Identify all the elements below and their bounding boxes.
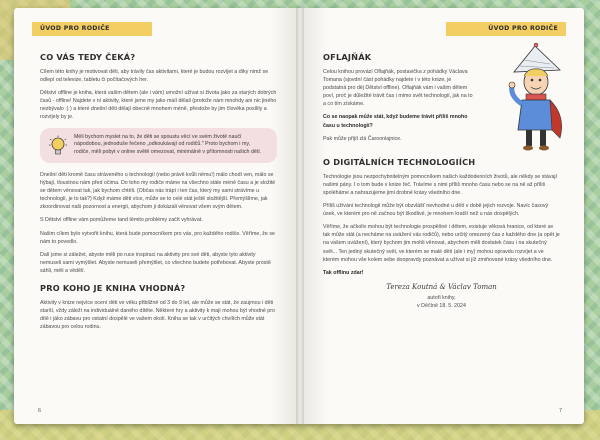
paragraph-closing: Tak offlinu zdar!: [323, 269, 364, 276]
right-page-content: [323, 52, 560, 310]
paragraph: Cílem této knihy je motivovat děti, aby trávily čas aktivitami, které je budou rozvíjet a díky nimž se odlepí od televize, tabletu či počítačových her.: [40, 69, 269, 84]
paragraph: S Dětství offline vám pomůžeme tand těmito problémy začít vyhrávat.: [40, 217, 203, 224]
signature-line-1: autoři knihy,: [427, 294, 456, 301]
paragraph: Pak může přijít zlá Čaroonlajnice.: [323, 135, 402, 142]
section-title-co-vas-ceka: CO VÁS TEDY ČEKÁ?: [40, 52, 136, 62]
section-title-digital-tech: O DIGITÁLNÍCH TECHNOLOGIÍCH: [323, 156, 476, 167]
tip-callout: [40, 128, 277, 163]
running-head-right: ÚVOD PRO RODIČE: [446, 22, 566, 36]
page-number-right: 7: [558, 408, 562, 414]
open-book: [14, 8, 584, 424]
right-page: [299, 8, 584, 424]
paragraph: Technologie jsou nezpochybnitelným pomocníkem našich každodenních životů, ale někdy se stávají našimi pány. I o tom bude v knize řeč. Trávíme s nimi příliš mnoho času nebo se na ně až příliš spoléháme a nahrazujeme jimi drobné krásy všedního dne.: [323, 173, 558, 196]
paragraph: Dalí jsme si záležet, abyste měli po ruce inspiraci na aktivity pro své děti, abyste tyto aktivity nemuseli sami vymýšlet. Abyste nemuseli přemýšlet, co všechno budete potřebovat. Abyste prostě sáhli, měli a vědělí.: [40, 251, 271, 274]
paragraph: Příliš užívání technologií může být obzvlášť nevhodné u dětí v době jejich rozvoje. Navíc časový úsek, ve kterém pro ně začnou být škodlivé, je mnohem kratší než u nás dospělých.: [323, 203, 549, 218]
paragraph: Našim cílem bylo vytvořit knihu, která bude pomocníkem pro vás, pro každého rodiče. Věříme, že se nám to povedlo.: [40, 230, 275, 245]
lightbulb-icon: [48, 135, 68, 159]
running-head-left: ÚVOD PRO RODIČE: [32, 22, 152, 36]
paragraph: Dětství offline je kniha, která vašim dětem (ale i vám) umožní užívat si života jako za starých dobrých časů - offline! Najdete v ní aktivity, které jsme my jako malí dělali (protože nám mnohdy ani nic jiného nezbývalo :) ) a které dnešní děti dělají obecně mnohem méně, přestože by jim člověka posílily a rozvíjely by je.: [40, 90, 277, 121]
signature-line-2: v Děčíně 18. 5. 2024: [417, 302, 466, 309]
callout-text: Měli bychom myslet na to, že děti se spoustu věcí ve svém životě naučí nápodobou, jednoduše řečeno „odkoukávají od rodičů." Proto bychom i my, rodiče, měli pobyt v online světě omezovat, minimálně v přítomnosti našich dětí.: [74, 133, 262, 156]
paragraph: Co se naopak může stát, když budeme trávit příliš mnoho času u technologií?: [323, 114, 468, 129]
section-title-oflajnak: OFLAJŇÁK: [323, 52, 372, 62]
paragraph: Celou knihou provází Oflajňák, postavička z pohádky Václava Tomana (sjovdní část pohádky najdete i v této knize, je podstatná pro děj Dětství offline). Oflajňák vám i vašim dětem poví, proč je důležité trávit čas i mimo svět technologií, jak na to a co tím získáme.: [323, 69, 473, 108]
paragraph: Věříme, že ačkoliv mohou být technologie prospěšné i dětem, existuje věková hranice, od které se tak může stát (a necháme na uvážení vás rodičů), nebo určitý omezený čas z každého dne (a opět je na vašem uvážení), který bychom jim mohli věnovat, abychom měli dostatek času i na skutečný svět... Ten jediný skutečný svět, ve kterém se malé děti (ale i my) mohou opravdu rozvíjet a ve kterém mohou vše kolem sebe doopravdy poznávat a užívat si jíž zmiňované krásy všedního dne.: [323, 224, 560, 263]
paragraph: Aktivity v knize nejvíce ocení děti ve věku přibližně od 3 do 9 let, ale může se stát, že zaujmou i děti starší, vždy záleží na individuálně daného dítěte. Některé hry a aktivity k mají mohou být vhodné pro dítě i jáko zábavu pro ostatní dospělé ve vašem okolí. Kniha se tak v určitých chvílích může stát zábavou pro celou rodinu.: [40, 299, 275, 331]
left-page-content: [40, 52, 277, 336]
book-spine: [296, 8, 304, 424]
left-page: [14, 8, 299, 424]
oflajnak-text-block: [323, 68, 473, 143]
page-number-left: 6: [38, 408, 42, 414]
section-title-pro-koho: PRO KOHO JE KNIHA VHODNÁ?: [40, 282, 186, 293]
paragraph: Dnešní děti kromě času stráveného u technologií (nebo právě kvůli němu!) málo chodí ven, málo se hýbají, tloustnou nám před očima. Do toho my rodiče máme na všechno stále méně času a je složité se dětem věnovat tak, jak bychom chtěli. (Občas nás trápí i ten čas, který my sami strávíme u technologií, je to tak?) Když máme děti více, může se to celé stát ještě složitější. Přemýšlíme, jak zkoordinovat naši pozornost a energii, abychom ji dokázali věnovat všem svým dětem.: [40, 171, 276, 211]
author-signature: Tereza Koutná & Václav Toman: [386, 282, 497, 291]
